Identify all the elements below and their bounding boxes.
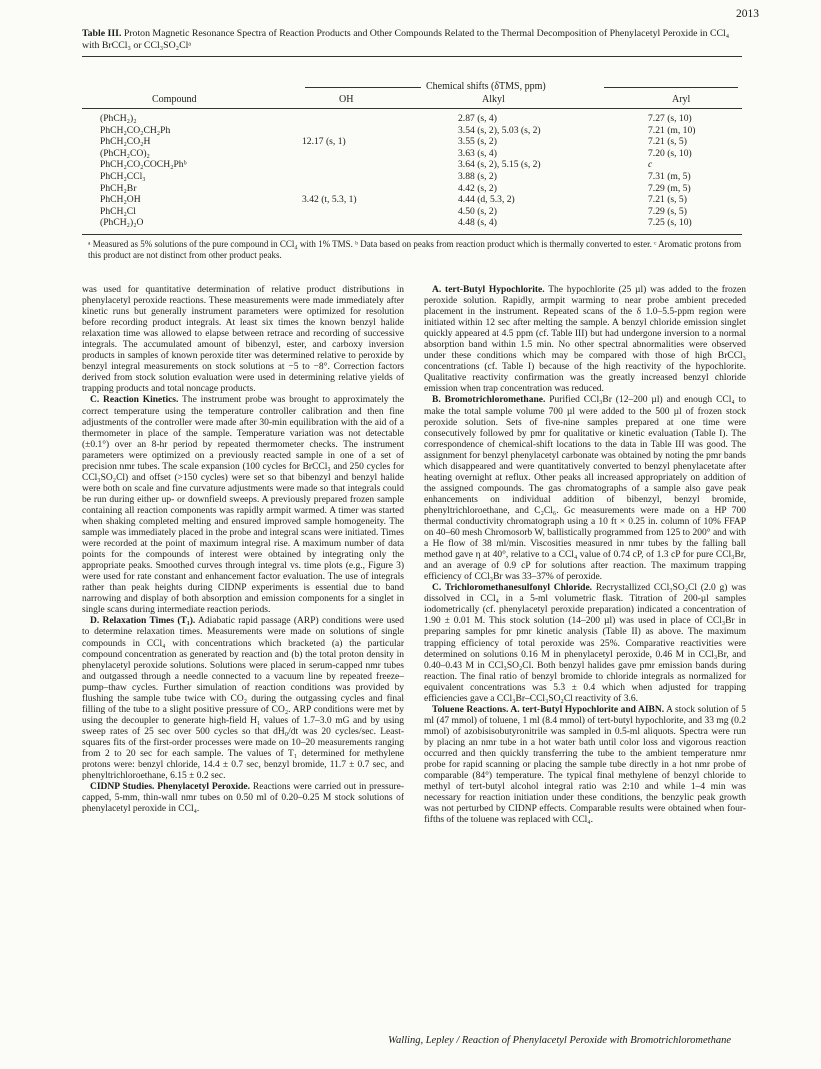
header-alkyl: Alkyl [482,94,505,105]
table-row [82,206,742,217]
cell-alkyl: 2.87 (s, 4) [458,113,497,124]
table-row [82,171,742,182]
group-header-rule-left [305,87,421,88]
cell-compound: PhCH₂CO₂COCH₂Phᵇ [100,159,187,171]
header-oh: OH [339,94,354,105]
header-compound: Compound [152,94,197,105]
table-top-rule [82,56,742,57]
paragraph-text: The instrument probe was brought to approximately the correct temperature using the temperature controller calibration and then fine adjustments of the controller were made after 30-min equilibration with the aid of a thermometer in place of the sample. Temperature variation was not detectable (±0.1°) over an 8-hr period by repeated thermometer checks. The instrument parameters were optimized on a previously reacted sample in one of a set of precision nmr tubes. The scale expansion (100 cycles for BrCCl₃ and 250 cycles for CCl₃SO₂Cl) and offset (>150 cycles) were set so that bibenzyl and benzyl halide were both on scale and fine curvature adjustments were made so that integrals could be run during either up- or downfield sweeps. A previously prepared frozen sample containing all reaction components was rapidly armpit warmed. A timer was started when shaking completed melting and ensured improved sample homogeneity. The sample was immediately placed in the probe and integral scans were initiated. Times were recorded at the point of maximum integral rise. A maximum number of data points for the compounds of interest were obtained by integrating only the appropriate peaks. Smoothed curves through integral vs. time plots (e.g., Figure 3) were used for rate constant and enhancement factor evaluation. The use of integrals rather than peak heights during CIDNP experiments is essential due to band narrowing and display of both absorption and emission components for a singlet in single scans during intermediate reaction periods. [82,395,404,616]
cell-compound: PhCH₂CO₂H [100,136,151,148]
cell-alkyl: 4.48 (s, 4) [458,217,497,229]
cell-aryl: 7.25 (s, 10) [648,217,692,229]
cell-oh: 3.42 (t, 5.3, 1) [302,194,357,206]
cell-compound: (PhCH₂)₂O [100,217,144,229]
paragraph-heading: D. Relaxation Times (T₁). [90,616,196,627]
paragraph-text: Adiabatic rapid passage (ARP) conditions were used to determine relaxation times. Measurements were made on solutions of single compounds in CCl₄ with concentrations which bracketed (a) the particular compound concentration as generated by reaction and (b) the total proton density in phenylacetyl peroxide solutions. Solutions were placed in serum-capped nmr tubes and outgassed through a needle connected to a vacuum line by repeated freeze–pump–thaw cycles. Further simulation of reaction conditions was provided by flushing the sample tube twice with CO₂ during the outgassing cycles and final filling of the tube to a slight positive pressure of CO₂. ARP conditions were met by using the decoupler to generate high-field H₁ values of 1.7–3.0 mG and by using sweep rates of 25 sec over 500 cycles so that dH₀/dt was 20 cycles/sec. Least-squares fits of the first-order processes were made on 10–20 measurements ranging from 2 to 20 sec for each sample. The values of T₁ determined for methylene protons were: benzyl chloride, 14.4 ± 0.7 sec, benzyl bromide, 11.7 ± 0.7 sec, and phenyltrichloroethane, 6.15 ± 0.2 sec. [82,616,404,782]
cell-compound: (PhCH₂)₂ [100,113,137,124]
cell-aryl: 7.21 (s, 5) [648,136,687,148]
table-caption-label: Table III. [82,28,122,39]
cell-compound: PhCH₂Cl [100,205,136,217]
table-row [82,183,742,194]
paragraph-heading: CIDNP Studies. Phenylacetyl Peroxide. [90,782,250,793]
page-number: 2013 [736,8,759,20]
header-aryl: Aryl [672,94,691,105]
table-bottom-rule [82,234,742,235]
paragraph-heading: C. Trichloromethanesulfonyl Chloride. [432,583,593,594]
cell-compound: PhCH₂OH [100,194,141,206]
right-column [424,285,746,826]
table-row [82,217,742,228]
table-header-rule [82,108,742,109]
cell-alkyl: 3.55 (s, 2) [458,136,497,148]
paragraph-text: Purified CCl₃Br (12–200 µl) and enough CCl₄ to make the total sample volume 700 µl were added to the 500 µl of frozen stock peroxide solution. Sets of five-nine samples prepared at one time were consecutively followed by pmr for qualitative or kinetic evaluation (Table I). The correspondence of chemical-shift locations to the data in Table III was good. The assignment for benzyl phenylacetyl carbonate was obtained by noting the pmr bands which disappeared and were quantitatively converted to benzyl phenylacetate after heating overnight at reflux. Other peaks all increased appropriately on addition of the assigned compounds. The gas chromatographs of a sample also gave peak enhancements on individual addition of bibenzyl, benzyl bromide, phenyltrichloroethane, and C₂Cl₆. Gc measurements were made on a HP 700 thermal conductivity chromatograph using a 10 ft × 0.25 in. column of 10% FFAP on 40–60 mesh Chromosorb W, ballistically programmed from 125 to 200° and with a He flow of 38 ml/min. Viscosities measured in nmr tubes by the falling ball method gave η at 40°, relative to a CCl₄ value of 0.74 cP, of 1.3 cP for pure CCl₃Br, and an average of 0.9 cP for solutions after reaction. The maximum trapping efficiency of CCl₃Br was 33–37% of peroxide. [424,395,746,583]
cell-aryl: 7.20 (s, 10) [648,147,692,159]
group-header-rule-right [604,87,738,88]
cell-alkyl: 3.54 (s, 2), 5.03 (s, 2) [458,124,541,136]
paragraph-text: was used for quantitative determination of relative product distributions in phenylacetyl peroxide reactions. These measurements were made immediately after kinetic runs but generally instrument parameters were optimized for resolution before recording product integrals. At least six times the known benzyl halide relaxation time was allowed to elapse between retrace and recording of successive integrals. The accumulated amount of bibenzyl, ester, and carboxy inversion products in samples of known peroxide titer was determined relative to peroxide by benzyl integral measurements on stock solutions at −5 to −8°. Correction factors derived from stock solution evaluation were used in determining relative yields of trapping products and total noncage products. [82,285,404,395]
paragraph-text: The hypochlorite (25 µl) was added to the frozen peroxide solution. Rapidly, armpit warming to near probe ambient preceded placement in the instrument. Repeated scans of the δ 1.0–5.5-ppm region were initiated within 12 sec after melting the sample. A benzyl chloride emission singlet quickly appeared at 4.5 ppm (cf. Table III) but had undergone inversion to a normal absorption band within 1.5 min. No other spectral abnormalities were observed under these conditions which may be compared with those of high BrCCl₃ concentrations (cf. Table I) because of the high reactivity of the hypochlorite. Qualitative reactivity confirmation was the greatly increased benzyl chloride emission when trap concentration was reduced. [424,285,746,395]
cell-aryl: 7.21 (m, 10) [648,124,696,136]
paragraph [82,782,404,815]
cell-alkyl: 3.88 (s, 2) [458,171,497,182]
table-row [82,125,742,136]
paragraph-heading: A. tert-Butyl Hypochlorite. [432,285,545,295]
paragraph [424,583,746,705]
cell-aryl: 7.31 (m, 5) [648,171,691,182]
cell-aryl: 7.29 (s, 5) [648,205,687,217]
cell-compound: PhCH₂CO₂CH₂Ph [100,124,171,136]
paragraph-text: Reactions were carried out in pressure-capped, 5-mm, thin-wall nmr tubes on 0.50 ml of 0.20–0.25 M stock solutions of phenylacetyl peroxide in CCl₄. [82,782,405,815]
paragraph [82,285,404,395]
paragraph [424,705,746,827]
cell-compound: PhCH₂CCl₃ [100,171,146,182]
table-row [82,113,742,124]
paragraph [424,395,746,583]
paragraph [424,285,746,395]
left-column [82,285,404,815]
cell-alkyl: 4.44 (d, 5.3, 2) [458,194,515,206]
paragraph-heading: Toluene Reactions. A. tert-Butyl Hypochlorite and AIBN. [432,704,665,715]
cell-aryl: 7.29 (m, 5) [648,182,691,194]
table-row [82,194,742,205]
table-row [82,159,742,170]
cell-aryl: 7.21 (s, 5) [648,194,687,206]
cell-compound: (PhCH₂CO)₂ [100,147,150,159]
paragraph [82,616,404,782]
paragraph-text: A stock solution of 5 ml (47 mmol) of toluene, 1 ml (8.4 mmol) of tert-butyl hypochlorite, and 33 mg (0.2 mmol) of azobisisobutyronitrile was sampled in 0.5-ml aliquots. Spectra were run by placing an nmr tube in a hot water bath until color loss and vigorous reaction occurred and then quickly transferring the tube to the ambient temperature nmr probe for rapid scanning or placing the sample tube directly in a hot nmr probe of comparable (84°) temperature. The typical final methylene of benzyl chloride to methyl of tert-butyl alcohol integral ratio was 2:10 and while 1–4 min was necessary for reaction initiation under these conditions, the benzylic peak growth was not perturbed by CIDNP effects. Comparable results were obtained when four-fifths of the toluene was replaced with CCl₄. [424,704,746,826]
cell-alkyl: 3.63 (s, 4) [458,147,497,159]
cell-aryl: 7.27 (s, 10) [648,113,692,124]
paragraph-heading: C. Reaction Kinetics. [90,395,179,406]
group-header: Chemical shifts (δTMS, ppm) [426,81,546,92]
paragraph-heading: B. Bromotrichloromethane. [432,395,546,406]
cell-alkyl: 4.42 (s, 2) [458,182,497,194]
cell-aryl: c [648,159,653,171]
paragraph-text: Recrystallized CCl₃SO₂Cl (2.0 g) was dissolved in CCl₄ in a 5-ml volumetric flask. Titration of 200-µl samples iodometrically (cf. phenylacetyl peroxide preparation) indicated a concentration of 1.90 ± 0.01 M. This stock solution (14–200 µl) was used in place of CCl₃Br in preparing samples for pmr kinetic analysis (Table II) as above. The maximum trapping efficiency of total peroxide was 25%. Comparative reactivities were determined on solutions 0.16 M in phenylacetyl peroxide, 0.46 M in CCl₃Br, and 0.40–0.43 M in CCl₃SO₂Cl. Both benzyl halides gave pmr emission bands during reaction. The final ratio of benzyl bromide to chloride integrals as normalized for equivalent concentrations was 5.3 ± 0.4 which when adjusted for trapping efficiencies gave a CCl₃Br–CCl₃SO₂Cl reactivity of 3.6. [424,583,746,704]
paragraph [82,395,404,616]
cell-alkyl: 4.50 (s, 2) [458,205,497,217]
table-footnote: ᵃ Measured as 5% solutions of the pure compound in CCl₄ with 1% TMS. ᵇ Data based on peaks from reaction product which is thermally converted to ester. ᶜ Aromatic protons from this product are not distinct from other product peaks. [88,239,742,260]
table-caption-text: Proton Magnetic Resonance Spectra of Reaction Products and Other Compounds Related to the Thermal Decomposition of Phenylacetyl Peroxide in CCl₄ with BrCCl₃ or CCl₃SO₂Clᵃ [82,28,730,51]
table-row [82,136,742,147]
table-row [82,148,742,159]
cell-oh: 12.17 (s, 1) [302,136,346,148]
running-footer: Walling, Lepley / Reaction of Phenylacetyl Peroxide with Bromotrichloromethane [388,1035,731,1046]
cell-compound: PhCH₂Br [100,182,137,194]
cell-alkyl: 3.64 (s, 2), 5.15 (s, 2) [458,159,541,171]
table-caption [82,28,742,52]
